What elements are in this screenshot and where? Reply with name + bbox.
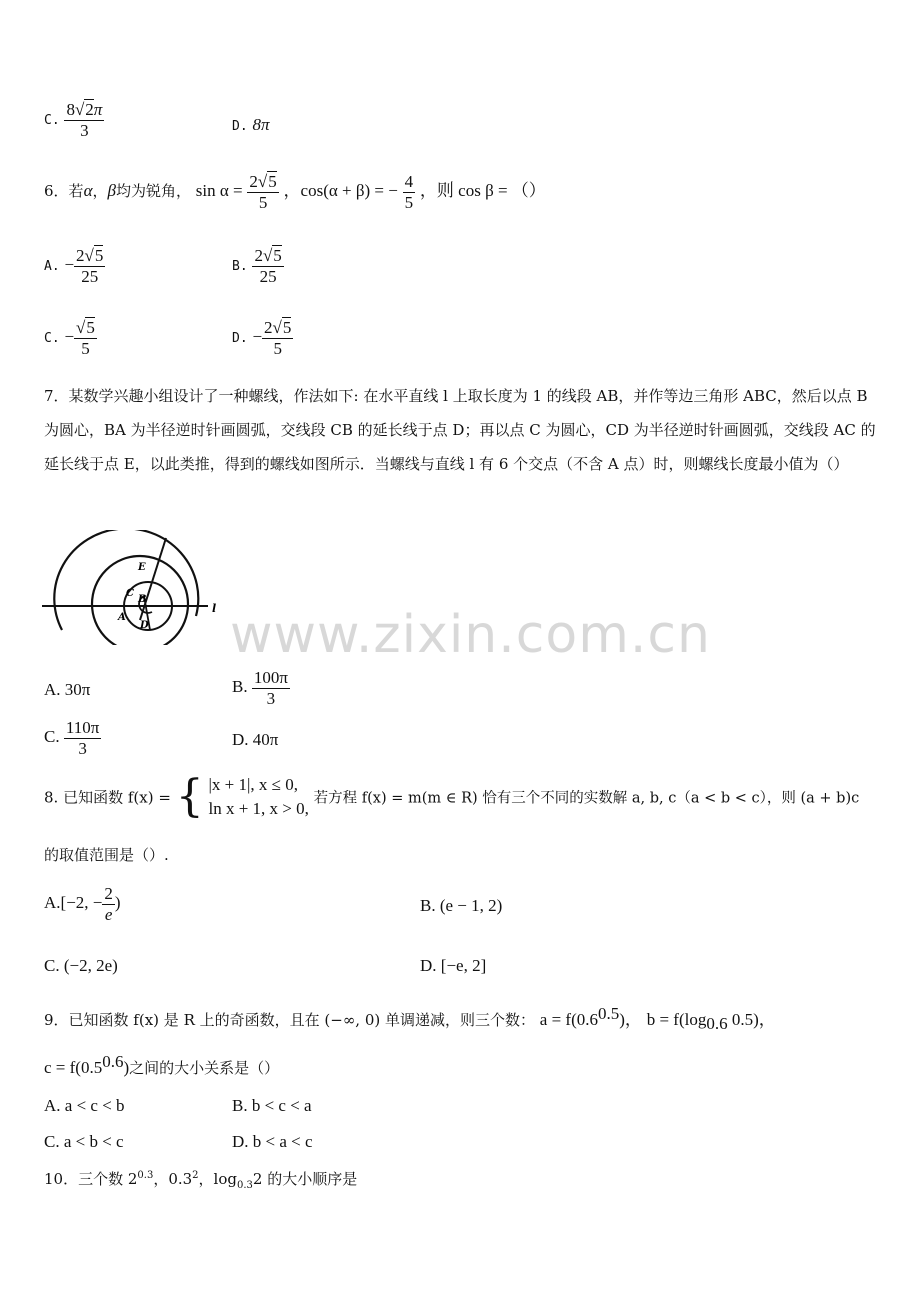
piecewise-brace: { bbox=[175, 771, 204, 822]
q8-option-b: B. (e − 1, 2) bbox=[420, 896, 503, 915]
q9-option-b: B. b < c < a bbox=[232, 1096, 312, 1115]
piecewise-cases: |x + 1|, x ≤ 0, ln x + 1, x > 0, bbox=[208, 775, 309, 818]
watermark: www.zixin.com.cn bbox=[230, 605, 711, 665]
label-a: A bbox=[118, 612, 126, 623]
spiral-figure bbox=[40, 530, 230, 645]
q6-stem: 6．若α，β均为锐角， sin α = $\frac{2√5}{5}$ ，cos(α + β) = − $\frac{4}{5}$ ，则 cos β = （） bbox=[44, 172, 546, 212]
q5-option-c bbox=[44, 100, 104, 140]
cos-fraction: $\frac{4}{5}$ bbox=[404, 172, 414, 212]
label-d: D bbox=[140, 620, 149, 631]
label-b: B bbox=[138, 594, 147, 605]
label-e: E bbox=[138, 562, 146, 573]
q9-option-c: C. a < b < c bbox=[44, 1132, 124, 1151]
q9-stem-line1: 9．已知函数 f(x) 是 R 上的奇函数，且在 (−∞, 0) 单调递减，则三个数： $a = f(0.6^{0.5})$， $b = f(\log_{0.6}$ 0.5)， bbox=[44, 1004, 776, 1033]
q8-option-d: D. [−e, 2] bbox=[420, 956, 487, 975]
label-l: l bbox=[212, 602, 217, 615]
q9-option-d: D. b < a < c bbox=[232, 1132, 313, 1151]
q10-stem: 10．三个数 $2^{0.3}$，$0.3^2$，$\log_{0.3}2$ 的大小顺序是 bbox=[44, 1170, 358, 1191]
option-label: C. bbox=[44, 113, 60, 129]
q7-stem: 7．某数学兴趣小组设计了一种螺线，作法如下: 在水平直线 l 上取长度为 1 的线段 AB，并作等边三角形 ABC，然后以点 B 为圆心，BA 为半径逆时针画圆弧，交线段 CB 的延长线于点 D；再以点 C 为圆心，CD 为半径逆时针画圆弧，交线段 AC 的延长线于点 E，以此类推，得到的螺线如图所示．当螺线与直线 l 有 6 个交点（不含 A 点）时，则螺线长度最小值为（） bbox=[44, 387, 876, 473]
q7-option-d: D. 40π bbox=[232, 730, 279, 749]
q6-option-d: D. − $\frac{2√5}{5}$ bbox=[232, 318, 292, 358]
q6-option-b: B. $\frac{2√5}{25}$ bbox=[232, 246, 282, 286]
q8-tail: 的取值范围是（）. bbox=[44, 846, 169, 864]
fraction: $\frac{8√2\pi}{3}$ bbox=[66, 100, 103, 140]
label-c: C bbox=[126, 588, 134, 599]
q7-option-b: B. $\frac{100\pi}{3}$ bbox=[232, 668, 288, 708]
q8-stem: 8. 已知函数 f(x) = { |x + 1|, x ≤ 0, ln x + 1, x > 0, 若方程 f(x) = m(m ∈ R) 恰有三个不同的实数解 a, b, c（a < b < c），则 (a + b)c bbox=[44, 771, 860, 822]
q5-option-d: D. 8π bbox=[232, 115, 270, 134]
q8-option-a: A.[−2, − $\frac{2}{e}$ ) bbox=[44, 884, 121, 924]
q6-option-c: C. − $\frac{√5}{5}$ bbox=[44, 318, 95, 358]
q7-option-c: C. $\frac{110\pi}{3}$ bbox=[44, 718, 100, 758]
q6-option-a: A. − $\frac{2√5}{25}$ bbox=[44, 246, 104, 286]
q7-option-a: A. 30π bbox=[44, 680, 91, 699]
q9-option-a: A. a < c < b bbox=[44, 1096, 125, 1115]
sin-fraction: $\frac{2√5}{5}$ bbox=[249, 172, 277, 212]
ray-ce bbox=[140, 538, 166, 620]
q9-stem-line2: $c = f(0.5^{0.6})$之间的大小关系是（） bbox=[44, 1052, 280, 1077]
q8-option-c: C. (−2, 2e) bbox=[44, 956, 118, 975]
